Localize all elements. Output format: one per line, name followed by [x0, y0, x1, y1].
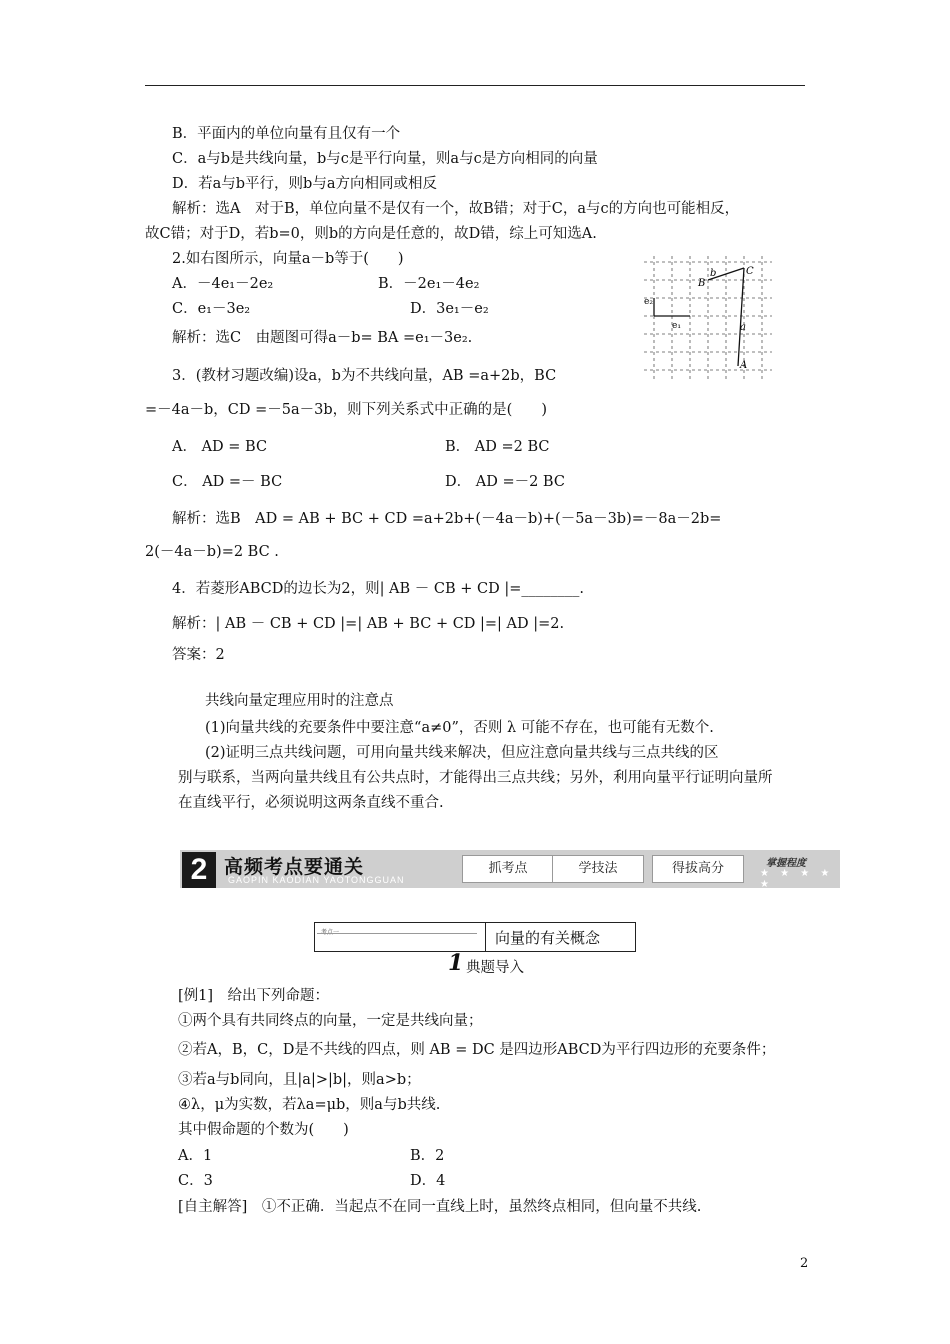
q3-option-a: A． AD = BC — [172, 439, 268, 455]
banner-subtitle: GAOPIN KAODIAN YAOTONGGUAN — [228, 875, 405, 885]
label-e2: e₂ — [644, 297, 653, 307]
q2-option-a: A．－4e₁－2e₂ — [172, 276, 274, 292]
note-2-line2: 别与联系，当两向量共线且有公共点时，才能得出三点共线；另外，利用向量平行证明向量所 — [178, 770, 773, 786]
banner-title: 高频考点要通关 — [224, 856, 365, 878]
star-rating-icon: ★ ★ ★ ★ ★ — [760, 868, 834, 890]
subsection-title: 典题导入 — [466, 960, 524, 976]
example-1-item2: ②若A，B，C，D是不共线的四点，则 AB = DC 是四边形ABCD为平行四边形的充要条件； — [178, 1042, 776, 1058]
solution-4: 解析：| AB － CB + CD |=| AB + BC + CD |=| AD |=2. — [172, 616, 565, 632]
topic-heading-box — [314, 922, 636, 952]
vector-grid-figure — [644, 256, 772, 380]
topic-heading-title: 向量的有关概念 — [495, 929, 601, 947]
section-banner — [180, 850, 840, 888]
question-3-line2: =－4a－b，CD =－5a－3b，则下列关系式中正确的是( ) — [145, 402, 547, 418]
question-3-line1: 3．(教材习题改编)设a，b为不共线向量，AB =a+2b，BC — [172, 368, 557, 384]
label-A: A — [740, 360, 748, 371]
example-1-item1: ①两个具有共同终点的向量，一定是共线向量； — [178, 1013, 483, 1029]
example-1-answer: [自主解答] ①不正确．当起点不在同一直线上时，虽然终点相同，但向量不共线. — [178, 1199, 702, 1215]
example-1-item3: ③若a与b同向，且|a|>|b|，则a>b； — [178, 1072, 421, 1088]
q2-option-b: B．－2e₁－4e₂ — [378, 276, 480, 292]
q2-option-c: C．e₁－3e₂ — [172, 301, 251, 317]
page-number: 2 — [800, 1256, 809, 1271]
subsection-number: 1 — [448, 950, 464, 976]
topic-tag-text — [321, 927, 339, 936]
solution-3-line2: 2(－4a－b)=2 BC . — [145, 544, 279, 560]
note-2-line3: 在直线平行，必须说明这两条直线不重合. — [178, 795, 444, 811]
topic-heading-tag — [315, 923, 486, 951]
note-2-line1: (2)证明三点共线问题，可用向量共线来解决，但应注意向量共线与三点共线的区 — [205, 745, 719, 761]
example-1-title: [例1] 给出下列命题： — [178, 988, 330, 1004]
example-1-option-a: A．1 — [178, 1148, 213, 1164]
q3-option-d: D． AD =－2 BC — [445, 474, 565, 490]
option-d-text: D．若a与b平行，则b与a方向相同或相反 — [172, 176, 437, 192]
header-rule — [145, 85, 805, 86]
example-1-item4: ④λ，μ为实数，若λa=μb，则a与b共线. — [178, 1097, 441, 1113]
label-e1: e₁ — [672, 321, 681, 331]
label-B: B — [698, 278, 706, 289]
topic-tag-rule — [317, 933, 477, 934]
label-b: b — [710, 268, 717, 279]
answer-4: 答案：2 — [172, 647, 225, 663]
question-2: 2.如右图所示，向量a－b等于( ) — [172, 251, 404, 267]
note-1: (1)向量共线的充要条件中要注意“a≠0”，否则 λ 可能不存在，也可能有无数个. — [205, 720, 714, 736]
solution-1-line1: 解析：选A 对于B，单位向量不是仅有一个，故B错；对于C，a与c的方向也可能相反， — [172, 201, 740, 217]
label-a: a — [740, 322, 746, 333]
solution-1-line2: 故C错；对于D，若b=0，则b的方向是任意的，故D错，综上可知选A. — [145, 226, 597, 242]
example-1-option-d: D．4 — [410, 1173, 446, 1189]
question-4: 4．若菱形ABCD的边长为2，则| AB － CB + CD |=________. — [172, 581, 584, 597]
solution-3-line1: 解析：选B AD = AB + BC + CD =a+2b+(－4a－b)+(－5a－3b)=－8a－2b= — [172, 511, 722, 527]
label-C: C — [746, 266, 754, 277]
banner-mastery-label: 掌握程度 — [766, 858, 806, 869]
q3-option-b: B． AD =2 BC — [445, 439, 550, 455]
banner-number: 2 — [182, 852, 216, 888]
option-c-text: C．a与b是共线向量，b与c是平行向量，则a与c是方向相同的向量 — [172, 151, 598, 167]
btn-high-score[interactable]: 得拔高分 — [652, 855, 744, 883]
option-b-text: B．平面内的单位向量有且仅有一个 — [172, 126, 401, 142]
btn-grasp-points[interactable]: 抓考点 — [462, 855, 554, 883]
example-1-option-c: C．3 — [178, 1173, 213, 1189]
solution-2: 解析：选C 由题图可得a－b= BA =e₁－3e₂. — [172, 330, 473, 346]
example-1-option-b: B．2 — [410, 1148, 445, 1164]
q3-option-c: C． AD =－ BC — [172, 474, 283, 490]
note-title: 共线向量定理应用时的注意点 — [205, 693, 394, 709]
q2-option-d: D．3e₁－e₂ — [410, 301, 489, 317]
example-1-question: 其中假命题的个数为( ) — [178, 1122, 349, 1138]
btn-learn-methods[interactable]: 学技法 — [552, 855, 644, 883]
